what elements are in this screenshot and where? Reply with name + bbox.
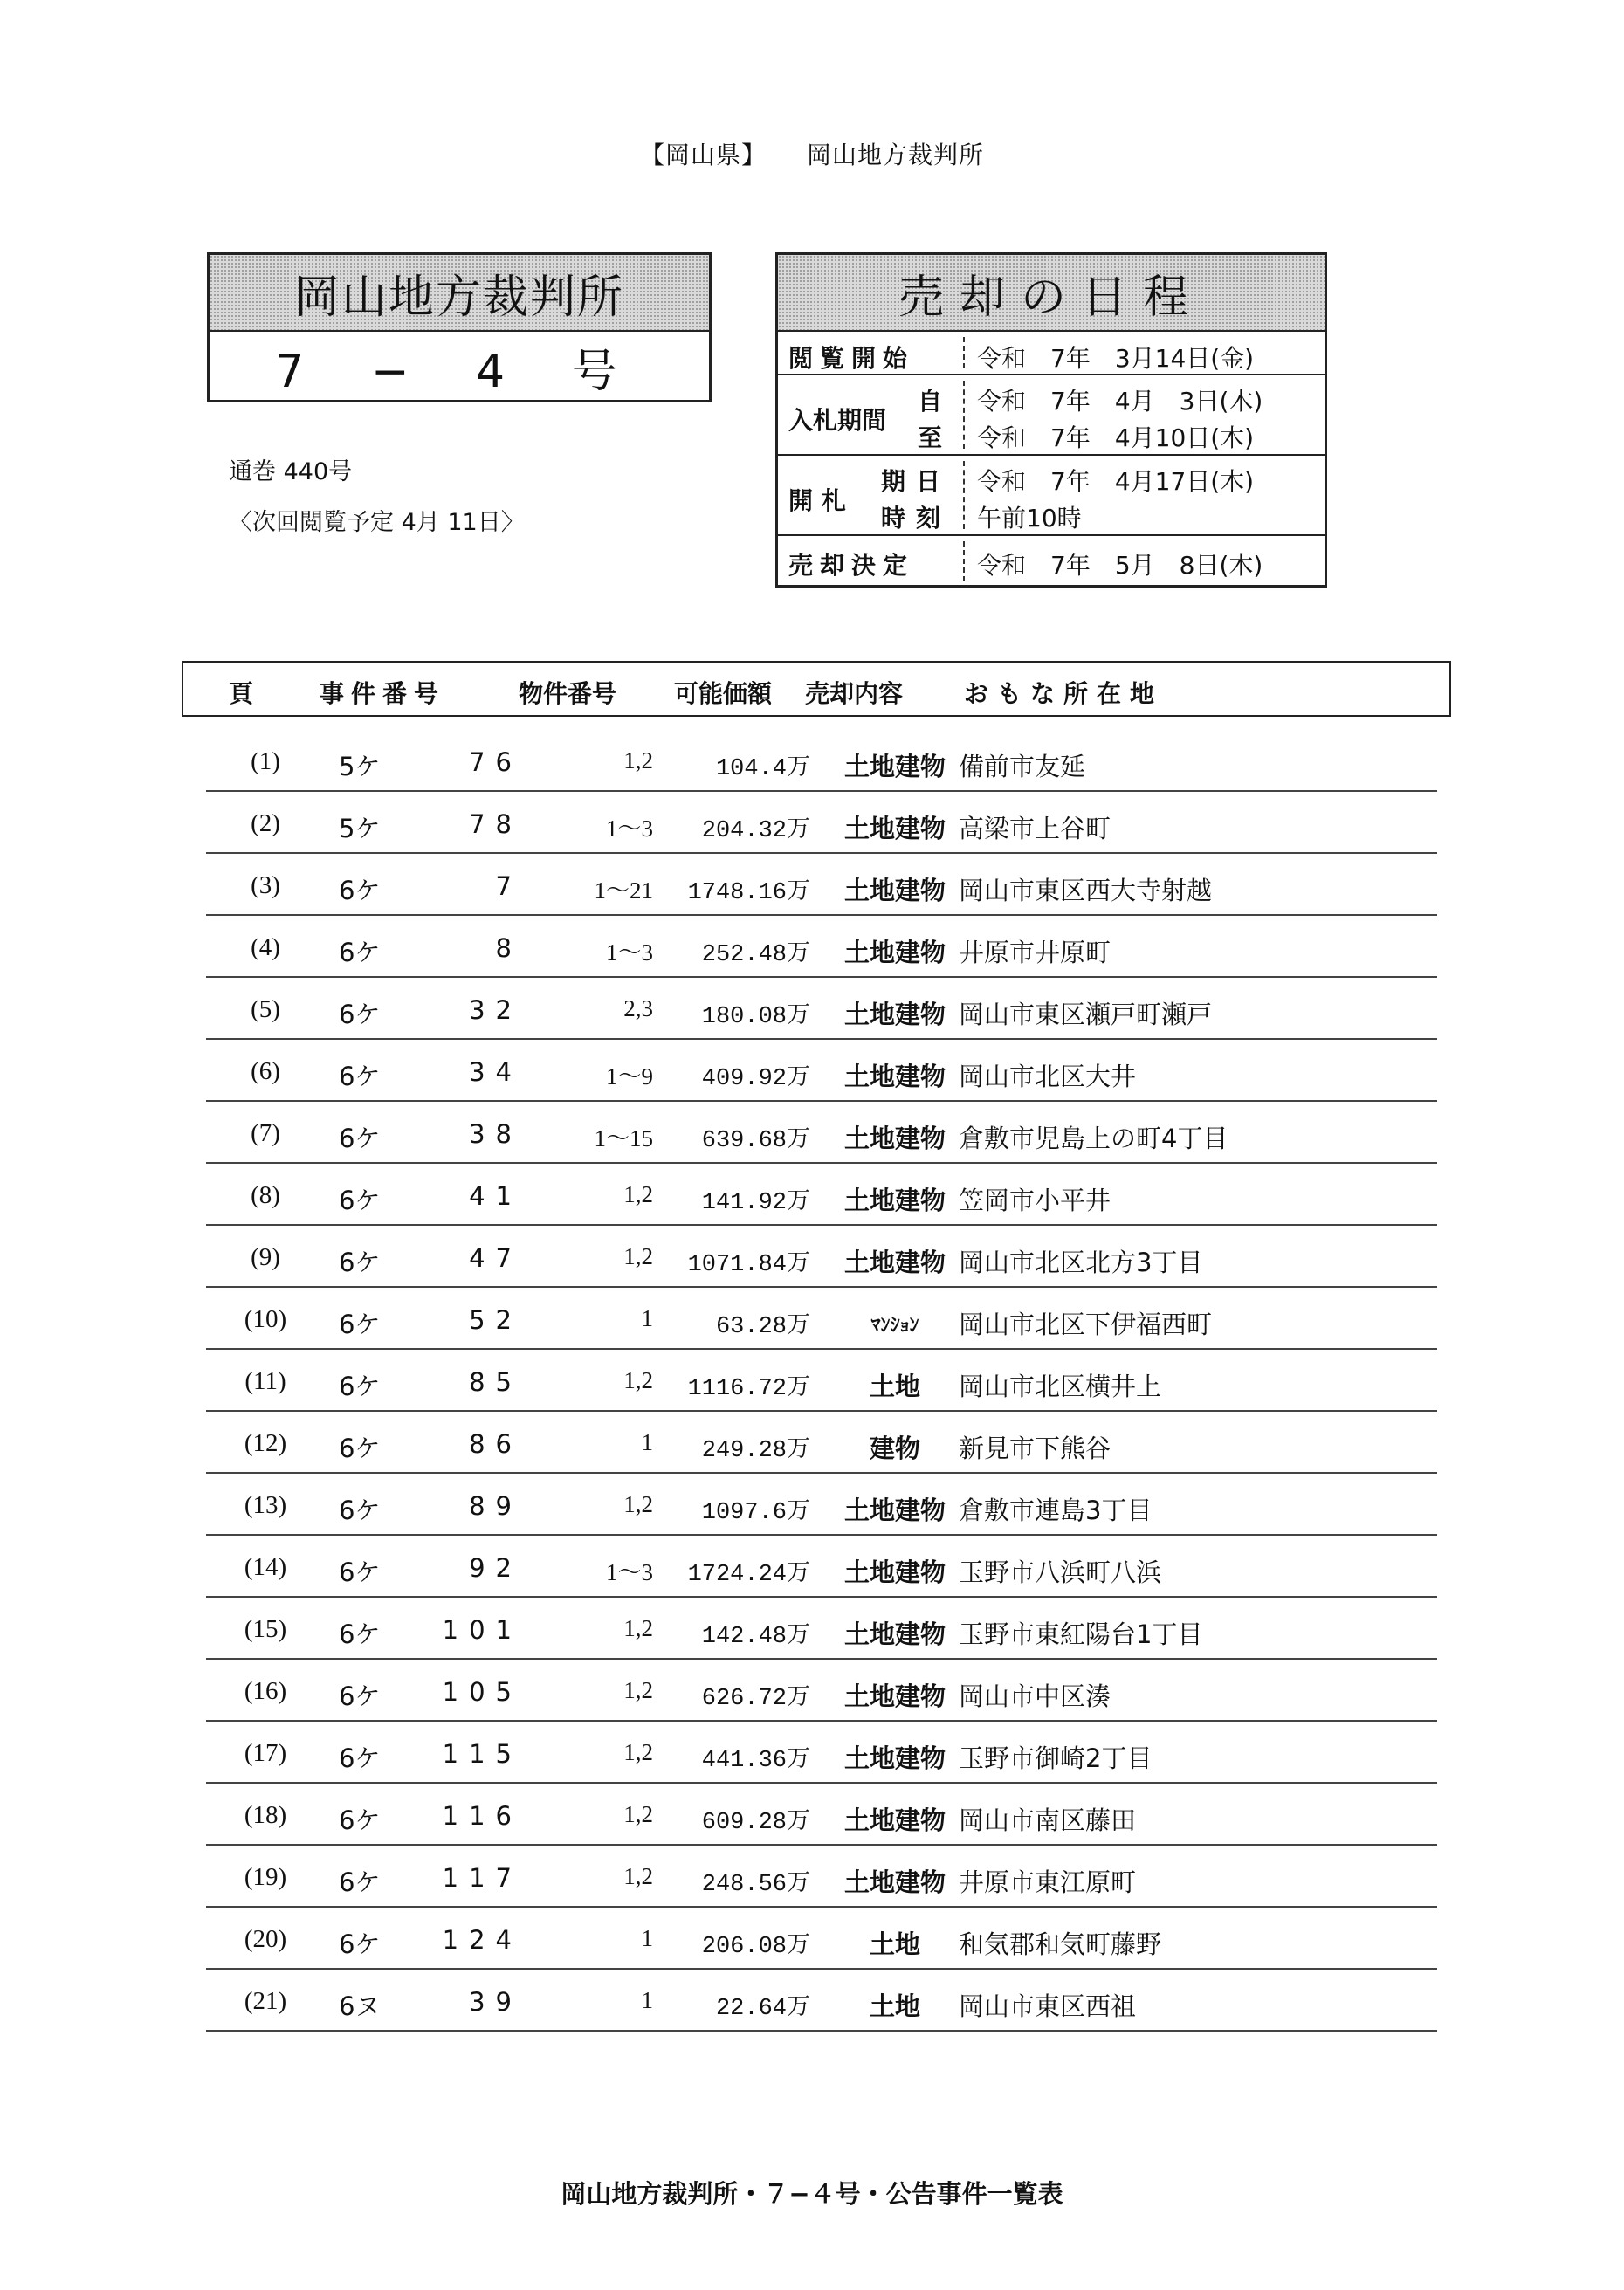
bidding-from-value: 令和 7年 4月 3日(木) xyxy=(977,387,1263,416)
row-type: 土地建物 xyxy=(843,1620,946,1649)
row-page: (17) xyxy=(244,1739,287,1767)
row-case-no: 76 xyxy=(469,747,522,777)
row-item-number: 1,2 xyxy=(623,1491,653,1517)
opening-time-value: 午前10時 xyxy=(977,504,1082,533)
row-case-no: 78 xyxy=(469,809,522,839)
row-address: 新見市下熊谷 xyxy=(959,1434,1111,1463)
row-case-era: 6ケ xyxy=(339,1062,381,1091)
table-row xyxy=(206,1412,1437,1474)
row-price: 639.68万 xyxy=(701,1128,810,1154)
row-type: 土地建物 xyxy=(843,1681,946,1711)
row-page: (12) xyxy=(244,1429,287,1457)
row-type: 土地建物 xyxy=(843,876,946,905)
row-type: 土地建物 xyxy=(843,1186,946,1215)
row-address: 岡山市中区湊 xyxy=(959,1681,1111,1711)
opening-date-label: 期日 xyxy=(881,467,952,496)
row-page: (19) xyxy=(244,1863,287,1891)
row-price: 1116.72万 xyxy=(687,1376,810,1402)
row-page: (20) xyxy=(244,1925,287,1953)
row-price: 180.08万 xyxy=(701,1004,810,1030)
row-case-no: 38 xyxy=(469,1119,522,1149)
row-case-era: 6ケ xyxy=(339,1558,381,1587)
row-item-number: 1,2 xyxy=(623,1801,653,1827)
row-case-no: 7 xyxy=(495,871,522,901)
header-price: 可能価額 xyxy=(674,679,773,708)
row-case-no: 115 xyxy=(442,1739,522,1769)
row-case-era: 6ケ xyxy=(339,1805,381,1835)
bidding-label: 入札期間 xyxy=(788,406,887,435)
row-address: 玉野市八浜町八浜 xyxy=(959,1558,1162,1587)
row-type: 土地建物 xyxy=(843,938,946,967)
table-row xyxy=(206,1908,1437,1970)
row-price: 142.48万 xyxy=(701,1624,810,1650)
row-case-no: 39 xyxy=(469,1987,522,2017)
row-page: (16) xyxy=(244,1677,287,1705)
row-type: 土地建物 xyxy=(843,814,946,843)
row-item-number: 2,3 xyxy=(623,995,653,1021)
row-price: 248.56万 xyxy=(701,1872,810,1898)
volume-number: 通巻 440号 xyxy=(229,458,353,485)
row-address: 玉野市御崎2丁目 xyxy=(959,1743,1153,1773)
row-item-number: 1〜21 xyxy=(594,877,653,904)
row-address: 和気郡和気町藤野 xyxy=(959,1929,1162,1959)
bidding-to-label: 至 xyxy=(918,423,943,452)
row-case-no: 8 xyxy=(495,933,522,963)
table-header xyxy=(182,661,1451,717)
row-case-no: 47 xyxy=(469,1243,522,1273)
row-case-era: 5ケ xyxy=(339,814,381,843)
table-row xyxy=(206,1660,1437,1722)
row-case-era: 6ケ xyxy=(339,1372,381,1401)
table-row xyxy=(206,1784,1437,1846)
row-page: (21) xyxy=(244,1987,287,2015)
table-row xyxy=(206,854,1437,916)
row-price: 441.36万 xyxy=(701,1748,810,1774)
table-row xyxy=(206,916,1437,978)
row-type: 土地建物 xyxy=(843,1805,946,1835)
row-item-number: 1,2 xyxy=(623,1243,653,1269)
row-case-no: 105 xyxy=(442,1677,522,1707)
row-item-number: 1 xyxy=(641,1987,653,2013)
row-item-number: 1,2 xyxy=(623,1615,653,1641)
row-type: 土地建物 xyxy=(843,1124,946,1153)
table-row xyxy=(206,1846,1437,1908)
row-case-no: 101 xyxy=(442,1615,522,1645)
row-case-no: 52 xyxy=(469,1305,522,1335)
page-footer: 岡山地方裁判所・７−４号・公告事件一覧表 xyxy=(561,2179,1063,2209)
table-row xyxy=(206,1970,1437,2032)
row-price: 1071.84万 xyxy=(687,1252,810,1278)
row-item-number: 1,2 xyxy=(623,1367,653,1393)
table-row xyxy=(206,1474,1437,1536)
row-address: 倉敷市連島3丁目 xyxy=(959,1496,1153,1525)
row-price: 204.32万 xyxy=(701,818,810,844)
row-address: 岡山市東区西祖 xyxy=(959,1991,1137,2021)
row-price: 63.28万 xyxy=(715,1314,810,1340)
row-address: 玉野市東紅陽台1丁目 xyxy=(959,1620,1203,1649)
row-page: (18) xyxy=(244,1801,287,1829)
opening-label: 開札 xyxy=(788,486,856,515)
decision-value: 令和 7年 5月 8日(木) xyxy=(977,551,1263,580)
row-case-era: 6ケ xyxy=(339,1681,381,1711)
sale-schedule-box xyxy=(775,252,1327,588)
row-address: 岡山市北区下伊福西町 xyxy=(959,1310,1213,1339)
row-page: (7) xyxy=(251,1119,280,1147)
row-type: 土地建物 xyxy=(843,1867,946,1897)
row-price: 1748.16万 xyxy=(687,880,810,906)
row-item-number: 1,2 xyxy=(623,747,653,774)
row-case-era: 6ケ xyxy=(339,1867,381,1897)
row-price: 409.92万 xyxy=(701,1066,810,1092)
row-page: (10) xyxy=(244,1305,287,1333)
issue-number: 7 − 4 号 xyxy=(275,345,643,398)
row-page: (13) xyxy=(244,1491,287,1519)
row-address: 井原市井原町 xyxy=(959,938,1111,967)
row-price: 104.4万 xyxy=(715,756,810,782)
schedule-row-decision xyxy=(778,536,1325,587)
row-case-era: 6ケ xyxy=(339,1929,381,1959)
row-type: ﾏﾝｼｮﾝ xyxy=(870,1315,919,1337)
row-type: 土地建物 xyxy=(843,1248,946,1277)
row-address: 笠岡市小平井 xyxy=(959,1186,1111,1215)
bidding-to-value: 令和 7年 4月10日(木) xyxy=(977,423,1255,452)
header-item-number: 物件番号 xyxy=(519,679,617,708)
table-row xyxy=(206,1102,1437,1164)
row-page: (3) xyxy=(251,871,280,899)
schedule-row-viewing xyxy=(778,332,1325,375)
schedule-title: 売却の日程 xyxy=(778,255,1325,332)
row-type: 土地 xyxy=(869,1372,920,1401)
row-item-number: 1 xyxy=(641,1925,653,1951)
table-row xyxy=(206,1288,1437,1350)
court-title-box xyxy=(207,252,712,402)
row-item-number: 1〜9 xyxy=(606,1063,653,1090)
row-case-no: 92 xyxy=(469,1553,522,1583)
row-case-no: 124 xyxy=(442,1925,522,1955)
row-address: 倉敷市児島上の町4丁目 xyxy=(959,1124,1228,1153)
row-page: (6) xyxy=(251,1057,280,1085)
row-price: 1097.6万 xyxy=(701,1500,810,1526)
row-case-era: 6ケ xyxy=(339,876,381,905)
table-row xyxy=(206,1536,1437,1598)
row-page: (1) xyxy=(251,747,280,775)
row-case-era: 6ケ xyxy=(339,1310,381,1339)
row-address: 岡山市南区藤田 xyxy=(959,1805,1137,1835)
row-case-no: 86 xyxy=(469,1429,522,1459)
row-address: 岡山市北区大井 xyxy=(959,1062,1137,1091)
table-row xyxy=(206,1722,1437,1784)
table-row xyxy=(206,1040,1437,1102)
header-type: 売却内容 xyxy=(805,679,904,708)
prefecture-label: 【岡山県】 xyxy=(640,141,767,169)
row-address: 岡山市北区北方3丁目 xyxy=(959,1248,1203,1277)
opening-date-value: 令和 7年 4月17日(木) xyxy=(977,467,1255,496)
row-type: 土地建物 xyxy=(843,1000,946,1029)
row-price: 22.64万 xyxy=(715,1996,810,2022)
row-item-number: 1,2 xyxy=(623,1863,653,1889)
row-price: 626.72万 xyxy=(701,1686,810,1712)
row-price: 1724.24万 xyxy=(687,1562,810,1588)
bidding-from-label: 自 xyxy=(918,387,943,416)
row-case-era: 6ケ xyxy=(339,1124,381,1153)
row-address: 岡山市東区西大寺射越 xyxy=(959,876,1213,905)
row-page: (11) xyxy=(244,1367,286,1395)
row-type: 土地建物 xyxy=(843,1496,946,1525)
row-price: 609.28万 xyxy=(701,1810,810,1836)
viewing-value: 令和 7年 3月14日(金) xyxy=(977,344,1255,373)
row-type: 土地建物 xyxy=(843,1743,946,1773)
row-page: (14) xyxy=(244,1553,287,1581)
opening-time-label: 時刻 xyxy=(881,504,952,533)
row-address: 岡山市東区瀬戸町瀬戸 xyxy=(959,1000,1213,1029)
row-item-number: 1,2 xyxy=(623,1181,653,1207)
row-item-number: 1〜3 xyxy=(606,939,653,966)
row-address: 井原市東江原町 xyxy=(959,1867,1137,1897)
decision-label: 売却決定 xyxy=(788,551,915,580)
row-price: 252.48万 xyxy=(701,942,810,968)
row-case-era: 6ケ xyxy=(339,938,381,967)
row-address: 備前市友延 xyxy=(959,752,1086,781)
schedule-row-opening xyxy=(778,456,1325,536)
row-price: 206.08万 xyxy=(701,1934,810,1960)
row-page: (8) xyxy=(251,1181,280,1209)
schedule-row-bidding xyxy=(778,375,1325,456)
row-type: 土地建物 xyxy=(843,1558,946,1587)
row-case-era: 6ケ xyxy=(339,1434,381,1463)
row-item-number: 1,2 xyxy=(623,1677,653,1703)
table-row xyxy=(206,1598,1437,1660)
next-viewing-note: 〈次回閲覧予定 4月 11日〉 xyxy=(229,509,525,536)
row-page: (2) xyxy=(251,809,280,837)
row-case-era: 6ケ xyxy=(339,1620,381,1649)
row-type: 土地建物 xyxy=(843,752,946,781)
row-case-no: 89 xyxy=(469,1491,522,1521)
row-type: 土地 xyxy=(869,1991,920,2021)
table-row xyxy=(206,978,1437,1040)
row-case-no: 117 xyxy=(442,1863,522,1893)
row-page: (4) xyxy=(251,933,280,961)
court-name: 岡山地方裁判所 xyxy=(210,255,709,332)
row-case-era: 6ヌ xyxy=(339,1991,381,2021)
court-label: 岡山地方裁判所 xyxy=(806,141,984,169)
row-case-no: 41 xyxy=(469,1181,522,1211)
row-type: 土地建物 xyxy=(843,1062,946,1091)
row-case-no: 116 xyxy=(442,1801,522,1831)
row-address: 高梁市上谷町 xyxy=(959,814,1111,843)
row-case-era: 6ケ xyxy=(339,1248,381,1277)
row-case-era: 6ケ xyxy=(339,1186,381,1215)
table-row xyxy=(206,792,1437,854)
row-item-number: 1 xyxy=(641,1305,653,1331)
table-row xyxy=(206,730,1437,792)
row-case-no: 34 xyxy=(469,1057,522,1087)
row-case-era: 6ケ xyxy=(339,1496,381,1525)
row-page: (9) xyxy=(251,1243,280,1271)
table-row xyxy=(206,1350,1437,1412)
row-case-era: 6ケ xyxy=(339,1000,381,1029)
header-address: おもな所在地 xyxy=(964,679,1164,708)
row-case-no: 32 xyxy=(469,995,522,1025)
row-case-no: 85 xyxy=(469,1367,522,1397)
table-row xyxy=(206,1226,1437,1288)
header-page: 頁 xyxy=(229,679,254,708)
row-case-era: 6ケ xyxy=(339,1743,381,1773)
row-item-number: 1,2 xyxy=(623,1739,653,1765)
row-item-number: 1〜3 xyxy=(606,1559,653,1585)
row-address: 岡山市北区横井上 xyxy=(959,1372,1162,1401)
row-price: 249.28万 xyxy=(701,1438,810,1464)
row-item-number: 1〜3 xyxy=(606,815,653,842)
row-page: (5) xyxy=(251,995,280,1023)
row-type: 建物 xyxy=(869,1434,920,1463)
viewing-label: 閲覧開始 xyxy=(788,344,915,373)
row-page: (15) xyxy=(244,1615,287,1643)
table-row xyxy=(206,1164,1437,1226)
row-case-era: 5ケ xyxy=(339,752,381,781)
row-price: 141.92万 xyxy=(701,1190,810,1216)
row-item-number: 1 xyxy=(641,1429,653,1455)
row-item-number: 1〜15 xyxy=(594,1125,653,1152)
header-case-number: 事件番号 xyxy=(320,679,446,708)
page-header xyxy=(0,136,1624,171)
row-type: 土地 xyxy=(869,1929,920,1959)
